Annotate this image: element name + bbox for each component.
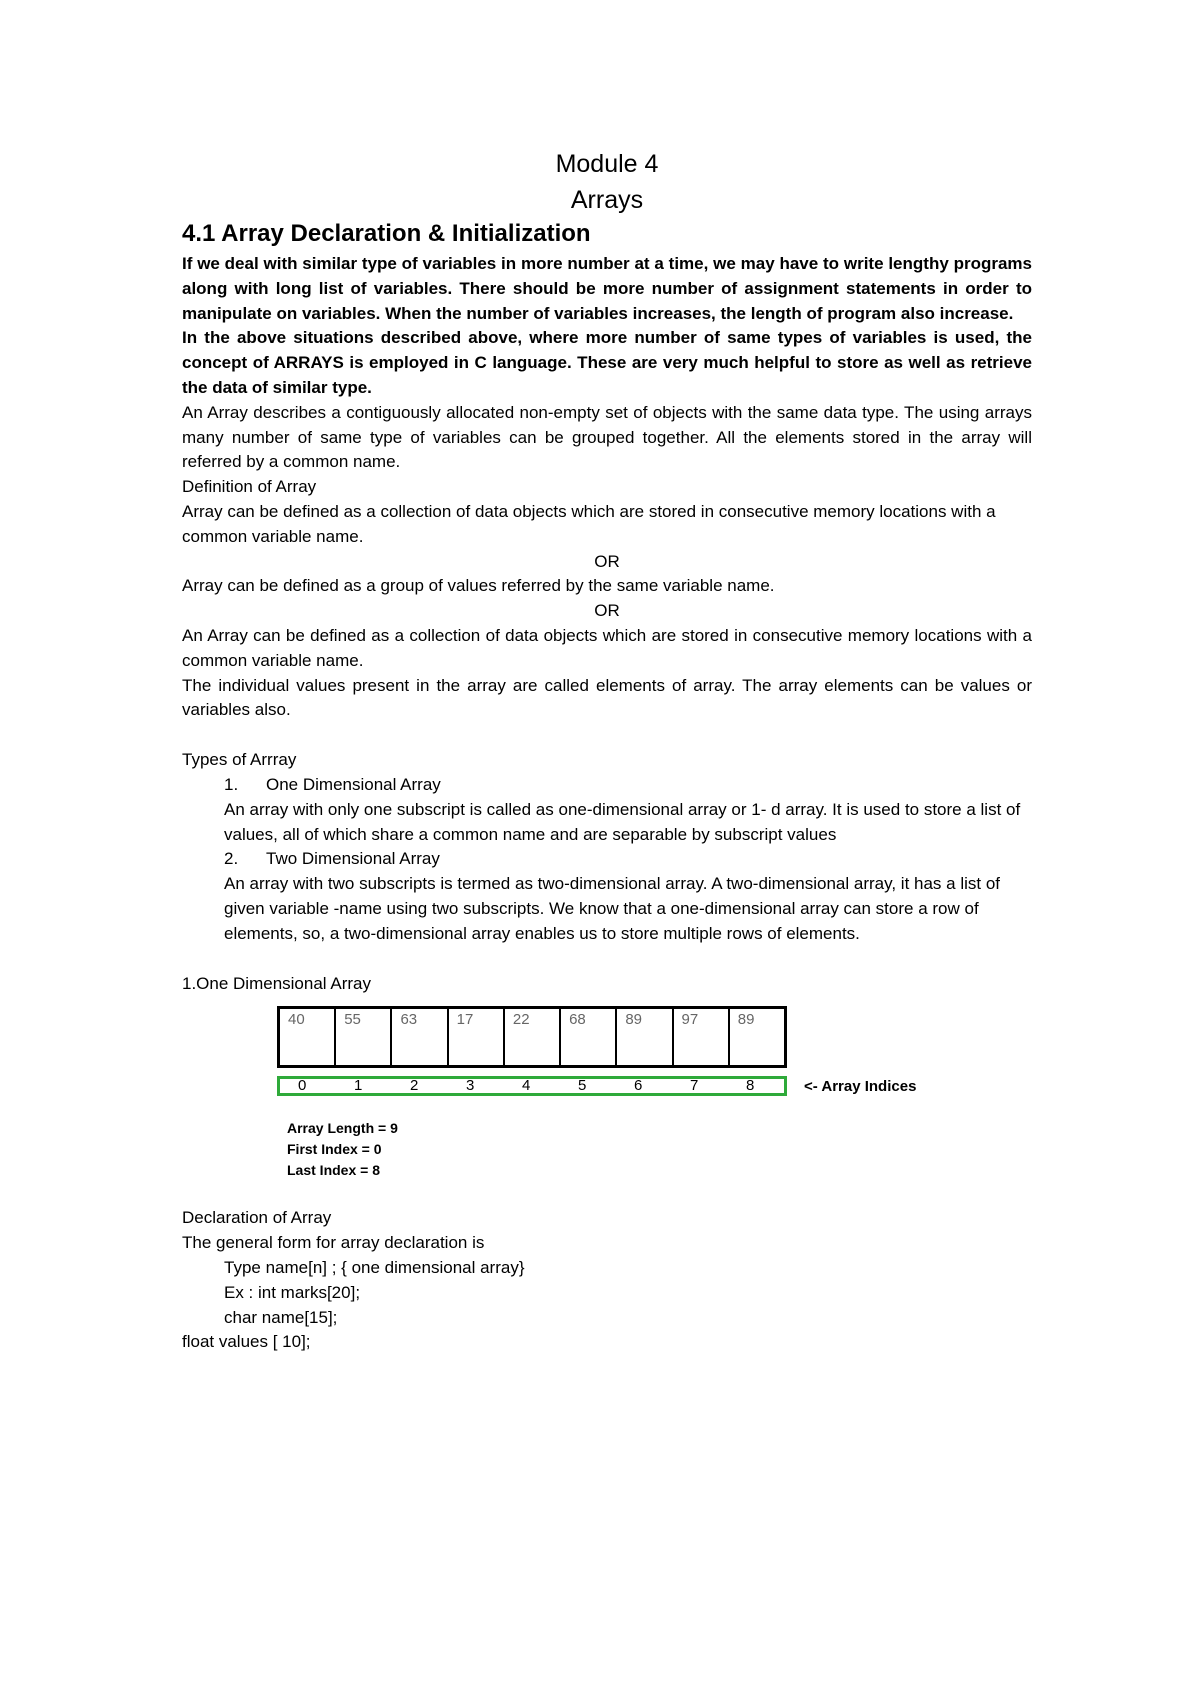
array-indices-label: <- Array Indices <box>804 1078 917 1096</box>
first-index-text: First Index = 0 <box>287 1141 382 1158</box>
array-index: 0 <box>298 1077 307 1095</box>
list-description: An array with two subscripts is termed as two-dimensional array. A two-dimensional array, it has a list of given variable -name using two subscripts. We know that a one-dimensional array can store a row of elements, so, a two-dimensional array enables us to store multiple rows of elements. <box>224 874 1001 943</box>
one-dim-heading: 1.One Dimensional Array <box>182 973 371 993</box>
list-title: One Dimensional Array <box>266 774 441 794</box>
array-cell: 63 <box>392 1009 448 1065</box>
array-index: 3 <box>466 1077 475 1095</box>
subject-title: Arrays <box>570 186 644 214</box>
types-heading: Types of Arrray <box>182 750 297 770</box>
list-number: 1. <box>224 774 239 794</box>
paragraph-intro: If we deal with similar type of variables in more number at a time, we may have to write lengthy programs along with long list of variables. There should be more number of assignment statements in order to manipulate on variables. When the number of variables increases, the length of program also increase. <box>182 254 1032 323</box>
or-separator: OR <box>594 601 620 621</box>
array-cell: 40 <box>280 1009 336 1065</box>
list-item <box>224 847 1032 872</box>
array-cell: 55 <box>336 1009 392 1065</box>
array-cell: 68 <box>561 1009 617 1065</box>
array-figure <box>277 1006 1032 1206</box>
paragraph-arrays-concept: In the above situations described above, where more number of same types of variables is used, the concept of ARRAYS is employed in C language. These are very much helpful to store as well as retrieve the data of similar type. <box>182 328 1032 397</box>
definition-2: Array can be defined as a group of values referred by the same variable name. <box>182 576 775 596</box>
array-index: 5 <box>578 1077 587 1095</box>
array-index: 4 <box>522 1077 531 1095</box>
paragraph-elements: The individual values present in the array are called elements of array. The array elements can be values or variables also. <box>182 675 1032 720</box>
array-cell: 89 <box>617 1009 673 1065</box>
types-list <box>182 773 1032 947</box>
array-cell: 17 <box>449 1009 505 1065</box>
array-cell: 22 <box>505 1009 561 1065</box>
definition-1: Array can be defined as a collection of data objects which are stored in consecutive memory locations with a common variable name. <box>182 501 996 546</box>
paragraph-array-description: An Array describes a contiguously allocated non-empty set of objects with the same data type. The using arrays many number of same type of variables can be grouped together. All the elements stored in the array will referred by a common name. <box>182 402 1032 472</box>
code-line: Ex : int marks[20]; <box>224 1282 361 1302</box>
array-indices <box>277 1076 787 1096</box>
list-description: An array with only one subscript is called as one-dimensional array or 1- d array. It is used to store a list of values, all of which share a common name and are separable by subscript values <box>224 799 1021 844</box>
array-index: 7 <box>690 1077 699 1095</box>
array-index: 8 <box>746 1077 755 1095</box>
array-cell: 97 <box>674 1009 730 1065</box>
last-index-text: Last Index = 8 <box>287 1162 380 1179</box>
array-index: 6 <box>634 1077 643 1095</box>
section-heading: 4.1 Array Declaration & Initialization <box>182 220 591 247</box>
array-info <box>287 1118 398 1181</box>
array-index: 1 <box>354 1077 363 1095</box>
or-separator: OR <box>594 551 620 571</box>
declaration-heading: Declaration of Array <box>182 1208 332 1228</box>
array-length-text: Array Length = 9 <box>287 1120 398 1137</box>
code-block <box>182 1256 1032 1330</box>
page-content <box>182 146 1032 1355</box>
array-index: 2 <box>410 1077 419 1095</box>
array-cell: 89 <box>737 1011 755 1029</box>
array-cells <box>277 1006 787 1068</box>
code-line: char name[15]; <box>224 1307 338 1327</box>
list-number: 2. <box>224 849 239 869</box>
definition-heading: Definition of Array <box>182 477 317 497</box>
module-title: Module 4 <box>555 150 659 178</box>
definition-3: An Array can be defined as a collection of data objects which are stored in consecutive memory locations with a common variable name. <box>182 625 1032 670</box>
list-item <box>224 773 1032 798</box>
code-line-last: float values [ 10]; <box>182 1332 311 1352</box>
list-title: Two Dimensional Array <box>266 849 440 869</box>
code-line: Type name[n] ; { one dimensional array} <box>224 1257 525 1277</box>
declaration-intro: The general form for array declaration is <box>182 1233 485 1253</box>
